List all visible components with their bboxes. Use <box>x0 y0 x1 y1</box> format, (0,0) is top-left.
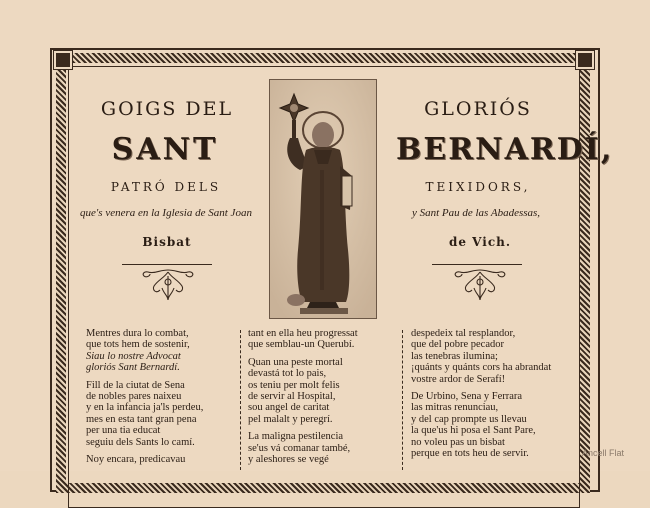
stanza-3 <box>86 454 236 465</box>
title-goigs-del: GOIGS DEL <box>100 98 234 120</box>
verses-column-2 <box>248 328 388 471</box>
column-divider-left <box>240 330 241 470</box>
rule-right <box>432 264 522 265</box>
subtitle-venera: que's venera en la Iglesia de Sant Joan <box>80 207 252 219</box>
verse-line: pel malalt y peregrí. <box>248 413 333 425</box>
verse-line: la que'us hi posa el Sant Pare, <box>411 425 536 437</box>
verse-line: despedeix tal resplandor, <box>411 328 516 339</box>
corner-ornament-top-right <box>576 51 594 69</box>
ornament-left-icon <box>138 266 198 304</box>
subtitle-bisbat: Bisbat <box>142 235 192 249</box>
verse-line: os teniu per molt felis <box>248 379 340 391</box>
rule-left <box>122 264 212 265</box>
verse-line: ¡quánts y quánts cors ha abrandat <box>411 362 552 374</box>
refrain-line: gloriós Sant Bernardí. <box>86 362 180 374</box>
verse-line: seguiu dels Sants lo camí. <box>86 436 195 448</box>
verse-line: se'us vá comanar també, <box>248 442 351 454</box>
verse-line: devastá tot lo pais, <box>248 368 327 380</box>
verse-line: de servir al Hospital, <box>248 391 336 403</box>
subtitle-teixidors: TEIXIDORS, <box>425 180 531 194</box>
refrain-line: Siau lo nostre Advocat <box>86 350 181 362</box>
verse-line: que semblau-un Querubí. <box>248 339 355 351</box>
subtitle-patro-dels: PATRÓ DELS <box>110 180 222 194</box>
verse-line: no voleu pas un bisbat <box>411 436 505 448</box>
verse-line: La maligna pestilencia <box>248 431 344 443</box>
column-divider-right <box>402 330 403 470</box>
stanza-2 <box>248 357 388 425</box>
stanza-1 <box>248 328 388 351</box>
title-glorios: GLORIÓS <box>424 98 532 120</box>
stanza-1 <box>411 328 583 385</box>
verse-line: Noy encara, predicavau <box>86 454 186 466</box>
stanza-3 <box>248 431 388 465</box>
verses-column-3 <box>411 328 583 465</box>
verses-column-1 <box>86 328 236 471</box>
verse-line: per una tia educat <box>86 425 161 437</box>
verse-line: y del cap prompte us llevau <box>411 413 527 425</box>
ornament-right-icon <box>450 266 510 304</box>
verse-line: Fill de la ciutat de Sena <box>86 379 185 391</box>
verse-line: las mitras renunciau, <box>411 402 499 414</box>
verse-line: de nobles pares naixeu <box>86 391 182 403</box>
subtitle-de-vich: de Vich. <box>448 235 512 249</box>
stanza-2 <box>86 380 236 448</box>
verse-line: De Urbino, Sena y Ferrara <box>411 391 523 403</box>
verse-line: mes en esta tant gran pena <box>86 413 197 425</box>
corner-ornament-top-left <box>54 51 72 69</box>
verse-line: que del pobre pecador <box>411 339 504 351</box>
title-bernardi: BERNARDÍ, <box>396 132 614 167</box>
verse-line: y aleshores se vegé <box>248 454 329 466</box>
verse-line: Mentres dura lo combat, <box>86 328 189 339</box>
verse-line: que tots hem de sostenir, <box>86 339 190 351</box>
verse-line: Quan una peste mortal <box>248 356 343 368</box>
saint-figure-icon <box>270 80 376 318</box>
verse-line: perque en tots heu de servir. <box>411 448 529 460</box>
verse-line: sou angel de caritat <box>248 402 330 414</box>
subtitle-sant-pau: y Sant Pau de las Abadessas, <box>411 207 541 219</box>
verse-line: y en la infancia ja'ls perdeu, <box>86 402 204 414</box>
stanza-1 <box>86 328 236 374</box>
verse-line: las tenebras ilumina; <box>411 350 498 362</box>
verse-line: tant en ella heu progressat <box>248 328 358 339</box>
title-sant: SANT <box>111 132 219 167</box>
stanza-2 <box>411 391 583 459</box>
watermark-text: Ancell Flat <box>582 448 625 458</box>
saint-photograph <box>269 79 377 319</box>
verse-line: vostre ardor de Serafí! <box>411 373 506 385</box>
